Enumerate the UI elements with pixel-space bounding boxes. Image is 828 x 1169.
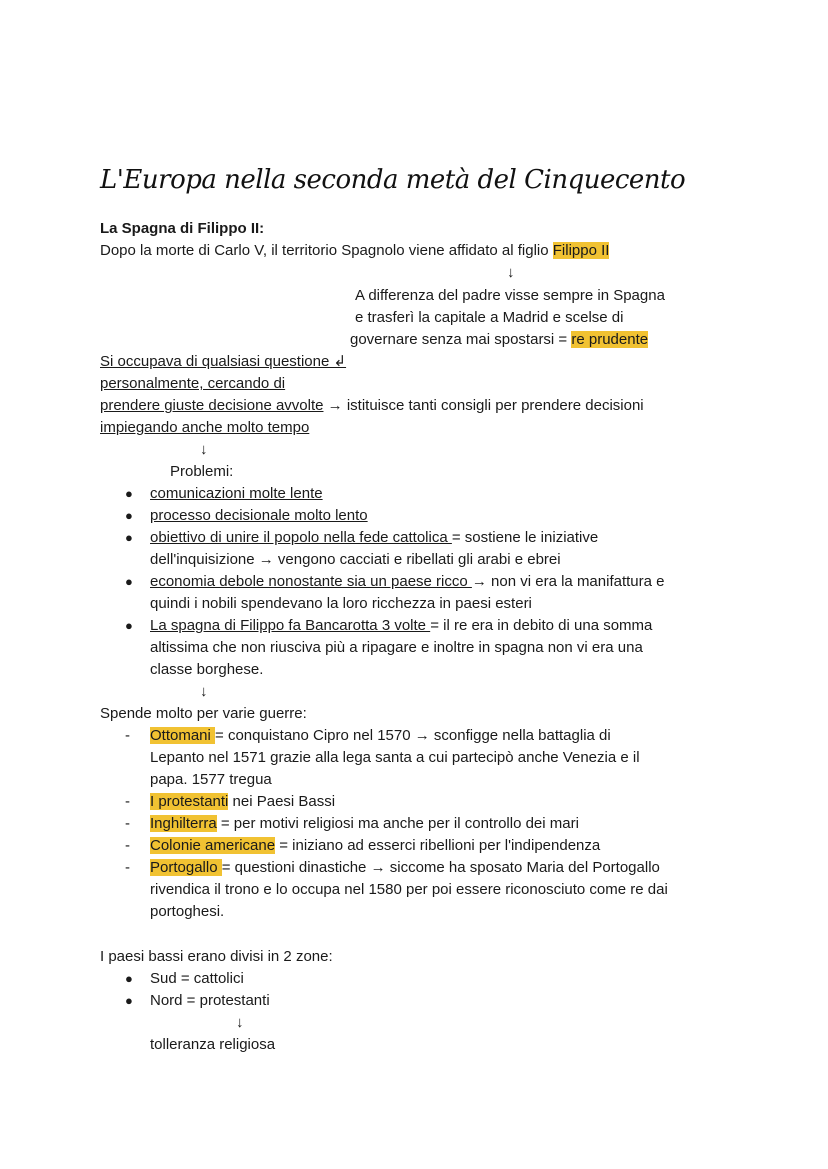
page-title: L'Europa nella seconda metà del Cinquecento	[100, 165, 686, 195]
section-heading: La Spagna di Filippo II:	[100, 220, 265, 237]
list-item-continuation: Lepanto nel 1571 grazie alla lega santa a cui partecipò anche Venezia e il	[150, 749, 640, 766]
list-item	[150, 835, 600, 857]
arrow-down: ↓	[507, 264, 515, 281]
item-highlight: Portogallo	[150, 859, 222, 876]
item-highlight: Ottomani	[150, 727, 216, 744]
diff-line: A differenza del padre visse sempre in Spagna	[355, 287, 665, 304]
item-underlined: processo decisionale molto lento	[150, 507, 368, 524]
item-tail: nei Paesi Bassi	[228, 793, 336, 810]
diff-text: governare senza mai spostarsi =	[350, 331, 572, 348]
bullet-icon: ●	[125, 618, 133, 633]
arrow-down: ↓	[200, 441, 208, 458]
list-item-continuation: quindi i nobili spendevano la loro ricchezza in paesi esteri	[150, 595, 532, 612]
occupava-line	[100, 395, 644, 417]
dash-marker-icon: -	[125, 837, 130, 854]
bullet-icon: ●	[125, 486, 133, 501]
dash-marker-icon: -	[125, 859, 130, 876]
item-highlight: I protestanti	[150, 793, 229, 810]
list-item	[150, 857, 660, 879]
item-tail: = sostiene le iniziative	[451, 529, 599, 546]
highlight-re-prudente: re prudente	[571, 331, 649, 348]
list-item: Sud = cattolici	[150, 970, 244, 987]
bullet-icon: ●	[125, 530, 133, 545]
diff-line: e trasferì la capitale a Madrid e scelse di	[355, 309, 624, 326]
item-tail: = il re era in debito di una somma	[430, 617, 653, 634]
item-tail: = iniziano ad esserci ribellioni per l'indipendenza	[275, 837, 601, 854]
arrow-down: ↓	[200, 683, 208, 700]
result-text: tolleranza religiosa	[150, 1036, 276, 1053]
list-item	[150, 725, 611, 747]
list-item: Nord = protestanti	[150, 992, 270, 1009]
bullet-icon: ●	[125, 971, 133, 986]
list-item	[150, 505, 368, 527]
list-item-continuation: classe borghese.	[150, 661, 264, 678]
bullet-icon: ●	[125, 574, 133, 589]
highlight-filippo: Filippo II	[552, 242, 610, 259]
item-highlight: Inghilterra	[150, 815, 217, 832]
intro-text: Dopo la morte di Carlo V, il territorio Spagnolo viene affidato al figlio	[100, 242, 553, 259]
item-tail: = questioni dinastiche → siccome ha sposato Maria del Portogallo	[221, 859, 660, 876]
list-item-continuation: dell'inquisizione → vengono cacciati e ribellati gli arabi e ebrei	[150, 551, 561, 568]
list-item	[150, 615, 652, 637]
guerre-label: Spende molto per varie guerre:	[100, 705, 307, 722]
list-item	[150, 813, 579, 835]
occupava-line: Si occupava di qualsiasi questione ↲	[100, 353, 347, 370]
paesi-bassi-label: I paesi bassi erano divisi in 2 zone:	[100, 948, 333, 965]
dash-marker-icon: -	[125, 793, 130, 810]
list-item	[150, 483, 323, 505]
item-tail: → non vi era la manifattura e	[471, 573, 665, 590]
list-item-continuation: rivendica il trono e lo occupa nel 1580 per poi essere riconosciuto come re dai	[150, 881, 668, 898]
item-tail: = conquistano Cipro nel 1570 → sconfigge nella battaglia di	[215, 727, 611, 744]
list-item-continuation: papa. 1577 tregua	[150, 771, 272, 788]
occupava-line: impiegando anche molto tempo	[100, 419, 310, 436]
list-item	[150, 571, 665, 593]
bullet-icon: ●	[125, 508, 133, 523]
list-item	[150, 527, 598, 549]
intro-line	[100, 240, 609, 262]
bullet-icon: ●	[125, 993, 133, 1008]
item-underlined: La spagna di Filippo fa Bancarotta 3 volte	[150, 617, 431, 634]
arrow-down: ↓	[236, 1014, 244, 1031]
list-item	[150, 791, 335, 813]
list-item-continuation: altissima che non riusciva più a ripagare e inoltre in spagna non vi era una	[150, 639, 643, 656]
dash-marker-icon: -	[125, 815, 130, 832]
item-underlined: economia debole nonostante sia un paese ricco	[150, 573, 472, 590]
diff-line	[350, 329, 648, 351]
problemi-label: Problemi:	[170, 463, 234, 480]
item-highlight: Colonie americane	[150, 837, 276, 854]
occupava-line: personalmente, cercando di	[100, 375, 286, 392]
occupava-text: prendere giuste decisione avvolte	[100, 397, 324, 414]
list-item-continuation: portoghesi.	[150, 903, 225, 920]
consigli-text: → istituisce tanti consigli per prendere decisioni	[323, 397, 644, 414]
dash-marker-icon: -	[125, 727, 130, 744]
item-underlined: comunicazioni molte lente	[150, 485, 323, 502]
item-tail: = per motivi religiosi ma anche per il controllo dei mari	[216, 815, 579, 832]
item-underlined: obiettivo di unire il popolo nella fede cattolica	[150, 529, 452, 546]
